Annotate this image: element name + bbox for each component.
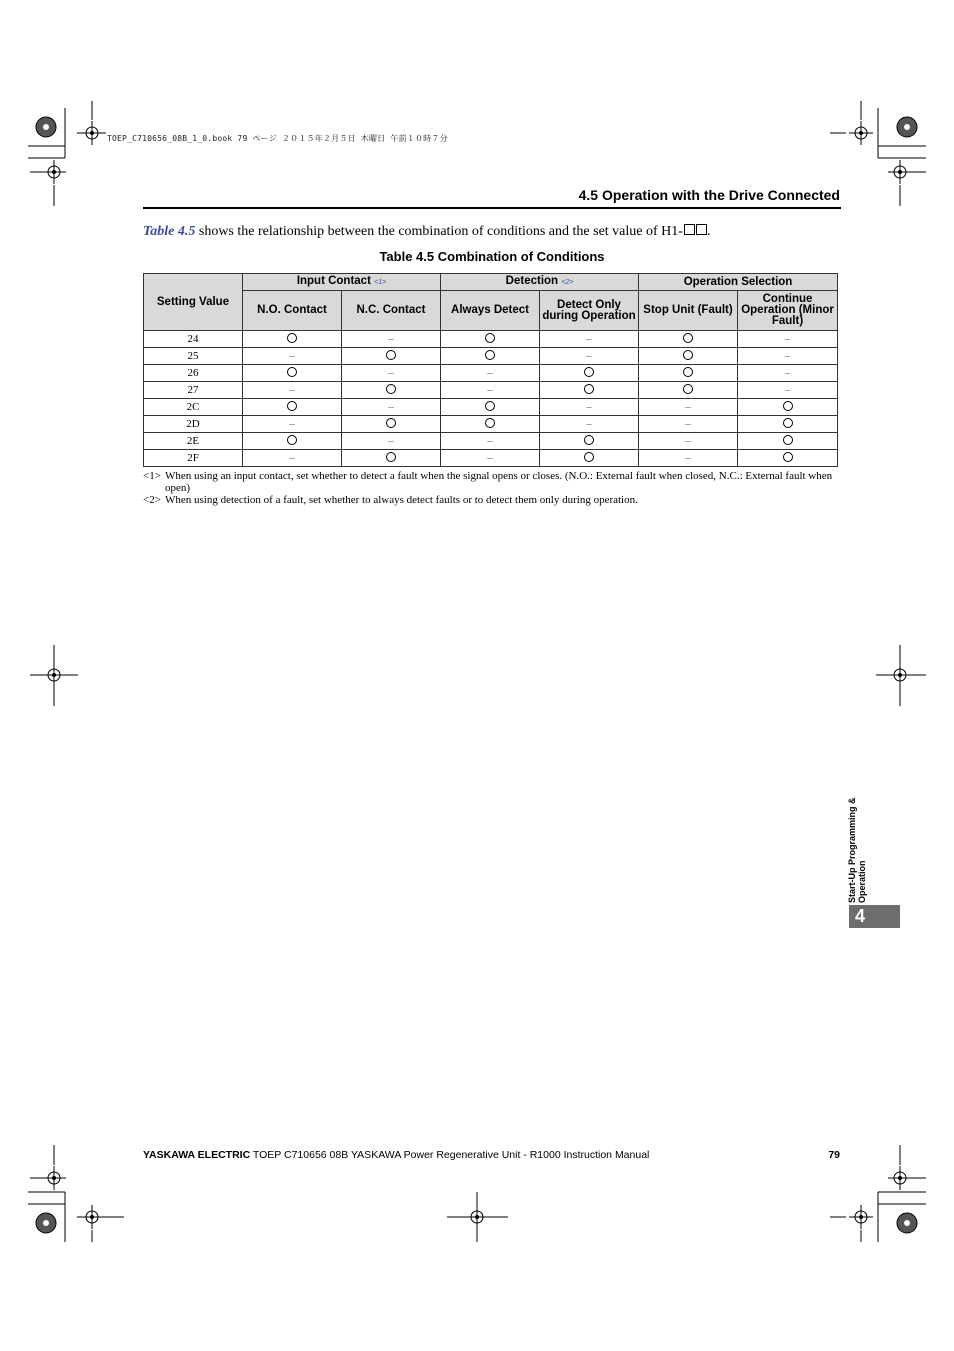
circle-mark-icon (485, 333, 495, 343)
footnote-tag: <2> (143, 494, 161, 506)
condition-cell (441, 450, 540, 467)
header-operation-selection: Operation Selection (639, 274, 838, 291)
condition-cell (342, 450, 441, 467)
table-reference-link[interactable]: Table 4.5 (143, 224, 196, 239)
circle-mark-icon (485, 350, 495, 360)
column-header: N.O. Contact (243, 291, 342, 331)
column-header: Detect Only during Operation (540, 291, 639, 331)
table-row (144, 382, 838, 399)
circle-mark-icon (584, 367, 594, 377)
dash-mark: – (784, 349, 791, 362)
condition-cell (540, 331, 639, 348)
condition-cell (342, 433, 441, 450)
dash-mark: – (685, 451, 691, 464)
condition-cell (540, 450, 639, 467)
header-detection-label: Detection (505, 275, 559, 287)
circle-mark-icon (485, 418, 495, 428)
placeholder-box-icon (696, 224, 707, 235)
condition-cell (639, 399, 738, 416)
dash-mark: – (784, 383, 791, 396)
condition-cell (540, 382, 639, 399)
circle-mark-icon (287, 435, 297, 445)
condition-cell (441, 399, 540, 416)
condition-cell (441, 331, 540, 348)
setting-value-cell: 24 (144, 331, 243, 348)
dash-mark: – (487, 451, 493, 464)
header-input-contact (243, 274, 441, 291)
chapter-side-label-line1: Start-Up Programming & (847, 797, 857, 903)
dash-mark: – (289, 383, 295, 396)
condition-cell (738, 365, 838, 382)
section-rule (143, 207, 841, 209)
circle-mark-icon (584, 435, 594, 445)
footnote-link-1[interactable]: <1> (374, 279, 387, 286)
setting-value-cell: 25 (144, 348, 243, 365)
condition-cell (243, 331, 342, 348)
condition-cell (639, 433, 738, 450)
conditions-table (143, 273, 838, 467)
column-header: N.C. Contact (342, 291, 441, 331)
condition-cell (441, 382, 540, 399)
dash-mark: – (685, 417, 691, 430)
dash-mark: – (388, 434, 394, 447)
setting-value-cell: 26 (144, 365, 243, 382)
condition-cell (441, 365, 540, 382)
condition-cell (639, 365, 738, 382)
intro-paragraph: Table 4.5 shows the relationship between the combination of conditions and the set value of H1- . (143, 224, 711, 239)
circle-mark-icon (683, 333, 693, 343)
dash-mark: – (487, 434, 493, 447)
circle-mark-icon (287, 367, 297, 377)
circle-mark-icon (386, 418, 396, 428)
dash-mark: – (289, 451, 295, 464)
circle-mark-icon (683, 384, 693, 394)
dash-mark: – (784, 332, 791, 345)
footnote-text: When using an input contact, set whether to detect a fault when the signal opens or closes. (N.O.: External fault when closed, N.C.: External fault when open) (165, 470, 833, 494)
footnotes (143, 470, 833, 506)
condition-cell (342, 365, 441, 382)
table-body (144, 331, 838, 467)
condition-cell (639, 416, 738, 433)
dash-mark: – (685, 400, 691, 413)
circle-mark-icon (783, 401, 793, 411)
footer-brand: YASKAWA ELECTRIC (143, 1149, 251, 1161)
footnote-link-2[interactable]: <2> (561, 279, 574, 286)
setting-value-cell: 27 (144, 382, 243, 399)
condition-cell (738, 450, 838, 467)
condition-cell (738, 416, 838, 433)
setting-value-cell: 2E (144, 433, 243, 450)
condition-cell (738, 382, 838, 399)
circle-mark-icon (287, 401, 297, 411)
condition-cell (540, 365, 639, 382)
dash-mark: – (586, 400, 592, 413)
condition-cell (639, 331, 738, 348)
chapter-side-label (847, 797, 867, 903)
condition-cell (441, 348, 540, 365)
condition-cell (738, 399, 838, 416)
setting-value-cell: 2F (144, 450, 243, 467)
circle-mark-icon (783, 435, 793, 445)
header-input-contact-label: Input Contact (296, 275, 371, 287)
condition-cell (441, 433, 540, 450)
circle-mark-icon (386, 384, 396, 394)
header-setting-value: Setting Value (144, 274, 243, 331)
column-header: Stop Unit (Fault) (639, 291, 738, 331)
condition-cell (639, 450, 738, 467)
condition-cell (243, 433, 342, 450)
dash-mark: – (388, 332, 394, 345)
print-slug: TOEP_C710656_08B_1_0.book 79 ページ ２０１５年２月５日 木曜日 午前１０時７分 (107, 134, 448, 143)
dash-mark: – (487, 383, 493, 396)
table-row (144, 365, 838, 382)
condition-cell (342, 382, 441, 399)
page-number: 79 (828, 1149, 840, 1161)
table-row (144, 399, 838, 416)
footnote-1 (143, 470, 833, 494)
section-title: 4.5 Operation with the Drive Connected (578, 187, 840, 203)
dash-mark: – (685, 434, 691, 447)
setting-value-cell: 2C (144, 399, 243, 416)
condition-cell (243, 416, 342, 433)
condition-cell (639, 382, 738, 399)
footnote-tag: <1> (143, 470, 161, 482)
circle-mark-icon (783, 452, 793, 462)
header-detection (441, 274, 639, 291)
intro-text: shows the relationship between the combination of conditions and the set value of H1- (195, 224, 683, 239)
footnote-2 (143, 494, 833, 506)
circle-mark-icon (683, 350, 693, 360)
column-header: Always Detect (441, 291, 540, 331)
dash-mark: – (586, 332, 592, 345)
page-footer (143, 1149, 649, 1161)
condition-cell (243, 365, 342, 382)
chapter-number: 4 (855, 906, 866, 926)
condition-cell (540, 416, 639, 433)
chapter-tab[interactable] (849, 905, 900, 928)
circle-mark-icon (584, 384, 594, 394)
condition-cell (342, 331, 441, 348)
table-caption: Table 4.5 Combination of Conditions (379, 249, 605, 264)
dash-mark: – (784, 366, 791, 379)
condition-cell (243, 382, 342, 399)
condition-cell (639, 348, 738, 365)
circle-mark-icon (386, 350, 396, 360)
circle-mark-icon (485, 401, 495, 411)
circle-mark-icon (783, 418, 793, 428)
condition-cell (441, 416, 540, 433)
condition-cell (243, 348, 342, 365)
condition-cell (342, 416, 441, 433)
footnote-text: When using detection of a fault, set whether to always detect faults or to detect them only during operation. (165, 494, 638, 506)
condition-cell (243, 399, 342, 416)
table-row (144, 450, 838, 467)
condition-cell (342, 348, 441, 365)
condition-cell (738, 331, 838, 348)
condition-cell (540, 433, 639, 450)
condition-cell (540, 399, 639, 416)
table-row (144, 416, 838, 433)
circle-mark-icon (683, 367, 693, 377)
condition-cell (738, 348, 838, 365)
circle-mark-icon (584, 452, 594, 462)
chapter-side-label-line2: Operation (857, 860, 867, 903)
column-header: Continue Operation (Minor Fault) (738, 291, 838, 331)
dash-mark: – (586, 349, 592, 362)
condition-cell (540, 348, 639, 365)
circle-mark-icon (287, 333, 297, 343)
condition-cell (342, 399, 441, 416)
dash-mark: – (289, 349, 295, 362)
dash-mark: – (388, 400, 394, 413)
placeholder-box-icon (684, 224, 695, 235)
dash-mark: – (289, 417, 295, 430)
circle-mark-icon (386, 452, 396, 462)
dash-mark: – (487, 366, 493, 379)
footer-text: TOEP C710656 08B YASKAWA Power Regenerative Unit - R1000 Instruction Manual (250, 1149, 650, 1161)
table-row (144, 433, 838, 450)
dash-mark: – (388, 366, 394, 379)
table-row (144, 348, 838, 365)
dash-mark: – (586, 417, 592, 430)
table-row (144, 331, 838, 348)
condition-cell (738, 433, 838, 450)
condition-cell (243, 450, 342, 467)
setting-value-cell: 2D (144, 416, 243, 433)
